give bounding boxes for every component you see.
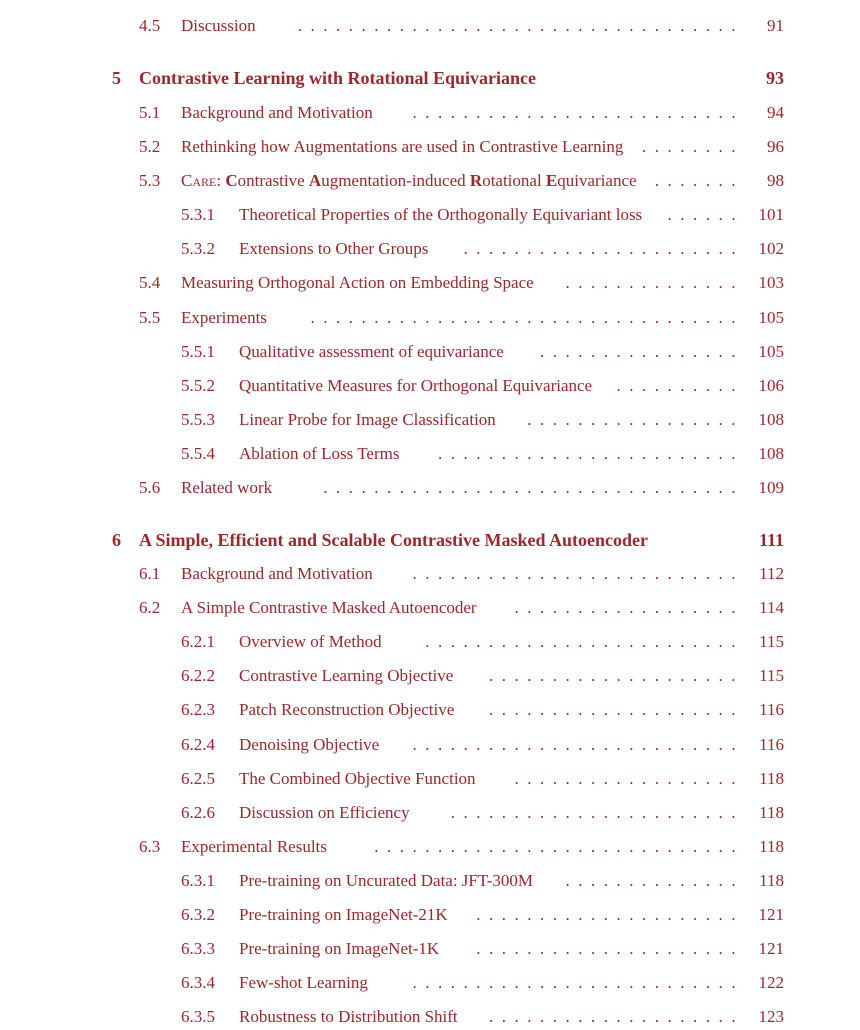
toc-entry-page-number[interactable]: 118	[759, 769, 784, 788]
toc-entry-number[interactable]: 5	[112, 68, 121, 88]
toc-section-entry[interactable]	[0, 478, 860, 500]
toc-entry-page-number[interactable]: 103	[758, 273, 784, 292]
toc-title-part: quivariance	[557, 171, 637, 190]
toc-entry-page-number[interactable]: 123	[758, 1007, 784, 1026]
toc-section-entry[interactable]	[0, 598, 860, 620]
toc-entry-title[interactable]: Qualitative assessment of equivariance	[239, 342, 504, 361]
toc-section-entry[interactable]	[0, 205, 860, 227]
toc-entry-number[interactable]: 6.2.5	[181, 769, 215, 788]
dot-leader: . . . . . . . . . . . . . . . . .	[527, 410, 744, 429]
toc-entry-number[interactable]: 5.5	[139, 308, 161, 327]
toc-section-entry[interactable]	[0, 239, 860, 261]
toc-entry-page-number[interactable]: 114	[759, 598, 784, 617]
toc-entry-title[interactable]: Contrastive Learning with Rotational Equivariance	[139, 68, 537, 88]
toc-entry-number[interactable]: 6.2	[139, 598, 161, 617]
toc-title-part: R	[469, 171, 483, 190]
toc-section-entry[interactable]	[0, 973, 860, 995]
toc-entry-title[interactable]: Ablation of Loss Terms	[239, 444, 400, 463]
toc-entry-title[interactable]: Robustness to Distribution Shift	[239, 1007, 458, 1026]
toc-entry-number[interactable]: 6.3.5	[181, 1007, 215, 1026]
toc-entry-page-number[interactable]: 102	[758, 239, 784, 258]
toc-entry-page-number[interactable]: 112	[759, 564, 784, 583]
toc-entry-number[interactable]: 5.5.2	[181, 376, 215, 395]
toc-title-part: Care	[181, 171, 217, 190]
toc-entry-title[interactable]: Experiments	[181, 308, 267, 327]
toc-section-entry[interactable]	[0, 905, 860, 927]
toc-section-entry[interactable]	[0, 342, 860, 364]
toc-entry-number[interactable]: 6.2.1	[181, 632, 215, 651]
toc-entry-page-number[interactable]: 116	[759, 735, 784, 754]
toc-section-entry[interactable]	[0, 376, 860, 398]
toc-entry-page-number[interactable]: 93	[766, 68, 784, 88]
toc-title-part: ugmentation-induced	[321, 171, 470, 190]
toc-entry-number[interactable]: 6.3	[139, 837, 161, 856]
dot-leader: . . . . . . . . . . . . . . . . . . . . . . . . . . . . . . . . . . .	[297, 16, 744, 35]
toc-entry-title[interactable]: Few-shot Learning	[239, 973, 368, 992]
toc-entry-page-number[interactable]: 121	[758, 905, 784, 924]
toc-entry-number[interactable]: 6	[112, 530, 121, 550]
toc-entry-page-number[interactable]: 118	[759, 871, 784, 890]
toc-entry-title[interactable]: The Combined Objective Function	[239, 769, 476, 788]
toc-title-part: otational	[482, 171, 546, 190]
toc-entry-number[interactable]: 5.5.4	[181, 444, 215, 463]
toc-entry-title[interactable]: Overview of Method	[239, 632, 382, 651]
dot-leader: . . . . . . . . . . . . . . . . . . . . .	[476, 905, 744, 924]
dot-leader: . . . . . . . . . . . . . . . . . . . .	[489, 700, 744, 719]
dot-leader: . . . . . . . . . . . . . . . . . . . . . . . . . .	[412, 564, 744, 583]
toc-section-entry[interactable]	[0, 273, 860, 295]
toc-section-entry[interactable]	[0, 735, 860, 757]
toc-entry-page-number[interactable]: 98	[767, 171, 784, 190]
toc-entry-number[interactable]: 6.2.4	[181, 735, 215, 754]
toc-section-entry[interactable]	[0, 803, 860, 825]
toc-section-entry[interactable]	[0, 632, 860, 654]
dot-leader: . . . . . . . . . . . . . . . . . . . . .	[476, 939, 744, 958]
toc-section-entry[interactable]	[0, 444, 860, 466]
toc-entry-number[interactable]: 5.1	[139, 103, 161, 122]
dot-leader: . . . . . . . . . . . . . . . . . . . . . . . . . .	[412, 103, 744, 122]
dot-leader: . . . . . . . . . . . . . . . . . . . . . . . . . . . . . . . . .	[323, 478, 744, 497]
toc-entry-page-number[interactable]: 115	[759, 666, 784, 685]
toc-entry-number[interactable]: 5.6	[139, 478, 161, 497]
toc-entry-page-number[interactable]: 116	[759, 700, 784, 719]
dot-leader: . . . . . . . .	[642, 137, 744, 156]
toc-entry-page-number[interactable]: 94	[767, 103, 784, 122]
toc-section-entry[interactable]	[0, 769, 860, 791]
toc-entry-title[interactable]: Theoretical Properties of the Orthogonally Equivariant loss	[239, 205, 643, 224]
toc-entry-title[interactable]: Pre-training on ImageNet-1K	[239, 939, 440, 958]
toc-entry-number[interactable]: 6.3.3	[181, 939, 215, 958]
toc-entry-title[interactable]: Pre-training on ImageNet-21K	[239, 905, 448, 924]
toc-entry-title[interactable]: Extensions to Other Groups	[239, 239, 429, 258]
toc-title-part: ontrastive	[237, 171, 309, 190]
toc-entry-page-number[interactable]: 91	[767, 16, 784, 35]
toc-entry-title[interactable]: Discussion	[181, 16, 256, 35]
toc-entry-title[interactable]: Measuring Orthogonal Action on Embedding Space	[181, 273, 534, 292]
toc-section-entry[interactable]	[0, 1007, 860, 1029]
toc-entry-page-number[interactable]: 105	[758, 308, 784, 327]
toc-entry-page-number[interactable]: 115	[759, 632, 784, 651]
toc-entry-number[interactable]: 6.2.6	[181, 803, 215, 822]
dot-leader: . . . . . . . . . . . . . . . .	[540, 342, 744, 361]
toc-entry-page-number[interactable]: 121	[758, 939, 784, 958]
toc-section-entry[interactable]	[0, 137, 860, 159]
toc-title-part: E	[545, 171, 558, 190]
toc-section-entry[interactable]	[0, 410, 860, 432]
toc-entry-number[interactable]: 6.2.2	[181, 666, 215, 685]
dot-leader: . . . . . . . . . . . . . . . . . . . . . . . . . .	[412, 735, 744, 754]
dot-leader: . . . . . . . . . . . . . . . . . . . . . . . . . .	[412, 973, 744, 992]
toc-entry-title[interactable]: Rethinking how Augmentations are used in Contrastive Learning	[181, 137, 624, 156]
toc-chapter-entry[interactable]	[0, 68, 860, 90]
toc-entry-title[interactable]: Experimental Results	[181, 837, 327, 856]
toc-title-part: A	[308, 171, 322, 190]
toc-entry-page-number[interactable]: 111	[758, 530, 784, 550]
toc-section-entry[interactable]	[0, 666, 860, 688]
dot-leader: . . . . . . . . . . . . . . . . . .	[514, 598, 744, 617]
toc-entry-title[interactable]: A Simple Contrastive Masked Autoencoder	[181, 598, 477, 617]
toc-entry-number[interactable]: 6.3.2	[181, 905, 215, 924]
dot-leader: . . . . . . . . . . . . . .	[565, 273, 744, 292]
toc-entry-page-number[interactable]: 109	[758, 478, 784, 497]
toc-entry-page-number[interactable]: 96	[767, 137, 784, 156]
toc-title-part: C	[225, 171, 238, 190]
dot-leader: . . . . . . . . . . . . . . . . . . . . . .	[463, 239, 744, 258]
toc-entry-title[interactable]: Pre-training on Uncurated Data: JFT-300M	[239, 871, 533, 890]
toc-entry-number[interactable]: 5.3.1	[181, 205, 215, 224]
toc-entry-title[interactable]: Contrastive Learning Objective	[239, 666, 454, 685]
toc-entry-title[interactable]	[181, 171, 637, 191]
toc-entry-number[interactable]: 6.2.3	[181, 700, 215, 719]
toc-entry-page-number[interactable]: 101	[758, 205, 784, 224]
toc-entry-title[interactable]: Discussion on Efficiency	[239, 803, 410, 822]
toc-section-entry[interactable]	[0, 871, 860, 893]
toc-entry-page-number[interactable]: 105	[758, 342, 784, 361]
toc-entry-title[interactable]: Related work	[181, 478, 273, 497]
toc-title-part: :	[216, 171, 226, 190]
toc-entry-title[interactable]: Background and Motivation	[181, 564, 373, 583]
dot-leader: . . . . . . . . . . . . . . . . . .	[514, 769, 744, 788]
toc-chapter-entry[interactable]	[0, 530, 860, 552]
toc-entry-title[interactable]: Quantitative Measures for Orthogonal Equivariance	[239, 376, 593, 395]
toc-section-entry[interactable]	[0, 16, 860, 38]
toc-entry-number[interactable]: 5.3	[139, 171, 161, 190]
dot-leader: . . . . . .	[667, 205, 744, 224]
dot-leader: . . . . . . . . . . . . . . . . . . . . . . . . .	[425, 632, 744, 651]
toc-entry-title[interactable]: Linear Probe for Image Classification	[239, 410, 496, 429]
toc-entry-title[interactable]: Patch Reconstruction Objective	[239, 700, 455, 719]
dot-leader: . . . . . . . . . . . . . . . . . . . .	[489, 1007, 744, 1026]
toc-entry-page-number[interactable]: 106	[758, 376, 784, 395]
toc-entry-title[interactable]: Denoising Objective	[239, 735, 380, 754]
toc-entry-title[interactable]: A Simple, Efficient and Scalable Contrastive Masked Autoencoder	[139, 530, 648, 550]
dot-leader: . . . . . . . . . . . . . . . . . . . . . . .	[450, 803, 744, 822]
toc-section-entry[interactable]	[0, 837, 860, 859]
toc-section-entry[interactable]	[0, 308, 860, 330]
toc-entry-number[interactable]: 5.3.2	[181, 239, 215, 258]
toc-entry-page-number[interactable]: 122	[758, 973, 784, 992]
toc-section-entry[interactable]	[0, 564, 860, 586]
dot-leader: . . . . . . . . . . . . . . . . . . . . . . . . . . . . .	[374, 837, 744, 856]
dot-leader: . . . . . . . . . .	[616, 376, 744, 395]
dot-leader: . . . . . . .	[654, 171, 744, 190]
toc-entry-number[interactable]: 5.2	[139, 137, 161, 156]
toc-entry-number[interactable]: 6.3.4	[181, 973, 215, 992]
toc-section-entry[interactable]	[0, 171, 860, 193]
toc-entry-number[interactable]: 4.5	[139, 16, 161, 35]
toc-section-entry[interactable]	[0, 939, 860, 961]
toc-section-entry[interactable]	[0, 103, 860, 125]
toc-entry-number[interactable]: 5.5.3	[181, 410, 215, 429]
toc-entry-number[interactable]: 6.1	[139, 564, 161, 583]
toc-entry-title[interactable]: Background and Motivation	[181, 103, 373, 122]
dot-leader: . . . . . . . . . . . . . .	[565, 871, 744, 890]
dot-leader: . . . . . . . . . . . . . . . . . . . . . . . .	[438, 444, 744, 463]
toc-entry-number[interactable]: 6.3.1	[181, 871, 215, 890]
dot-leader: . . . . . . . . . . . . . . . . . . . . . . . . . . . . . . . . . .	[310, 308, 744, 327]
toc-entry-number[interactable]: 5.5.1	[181, 342, 215, 361]
toc-entry-page-number[interactable]: 108	[758, 444, 784, 463]
dot-leader: . . . . . . . . . . . . . . . . . . . .	[489, 666, 744, 685]
toc-entry-number[interactable]: 5.4	[139, 273, 161, 292]
toc-entry-page-number[interactable]: 108	[758, 410, 784, 429]
toc-entry-page-number[interactable]: 118	[759, 803, 784, 822]
toc-section-entry[interactable]	[0, 700, 860, 722]
toc-entry-page-number[interactable]: 118	[759, 837, 784, 856]
